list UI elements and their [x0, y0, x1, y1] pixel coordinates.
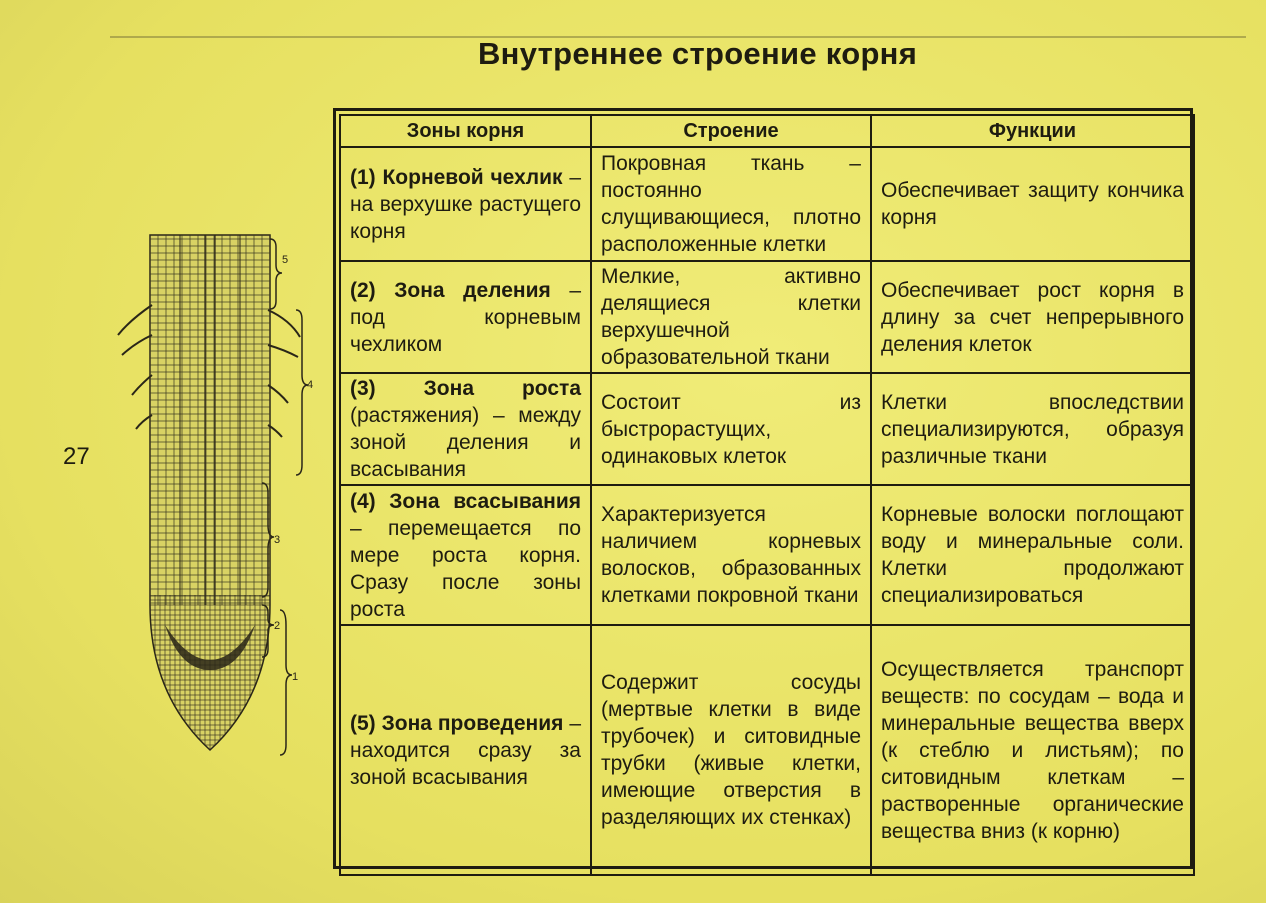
header-zones: Зоны корня	[340, 115, 591, 147]
structure-cell: Содержит сосуды (мертвые клетки в виде трубочек) и ситовидные трубки (живые клетки, имеющие отверстия в разделяющих их стенках)	[591, 625, 871, 875]
function-cell: Обеспечивает защиту кончика корня	[871, 147, 1194, 261]
table-header-row	[340, 115, 1194, 147]
zone-cell	[340, 147, 591, 261]
header-structure: Строение	[591, 115, 871, 147]
structure-cell: Состоит из быстрорастущих, одинаковых клеток	[591, 373, 871, 485]
label-3: 3	[274, 534, 281, 546]
root-zones-table	[333, 108, 1193, 869]
structure-cell: Покровная ткань – постоянно слущивающиеся, плотно расположенные клетки	[591, 147, 871, 261]
label-4: 4	[307, 379, 314, 391]
table-row	[340, 147, 1194, 261]
zone-name: (2) Зона деления	[350, 278, 551, 302]
label-5: 5	[282, 254, 289, 266]
root-structure-diagram	[110, 225, 314, 765]
zone-description: (растяжения) – между зоной деления и всасывания	[350, 404, 581, 481]
root-body	[150, 235, 270, 755]
zone-name: (4) Зона всасывания	[350, 489, 581, 513]
table-row	[340, 261, 1194, 373]
function-cell: Обеспечивает рост корня в длину за счет непрерывного деления клеток	[871, 261, 1194, 373]
page-number: 27	[63, 443, 90, 470]
zone-cell	[340, 261, 591, 373]
zone-description: – под корневым чехликом	[350, 278, 581, 356]
table-row	[340, 373, 1194, 485]
function-cell: Клетки впоследствии специализируются, образуя различные ткани	[871, 373, 1194, 485]
zone-description: – на верхушке растущего корня	[350, 165, 581, 243]
header-functions: Функции	[871, 115, 1194, 147]
label-2: 2	[274, 620, 281, 632]
table-row	[340, 625, 1194, 875]
zone-cell	[340, 373, 591, 485]
function-cell: Корневые волоски поглощают воду и минеральные соли. Клетки продолжают специализироваться	[871, 485, 1194, 625]
label-1: 1	[292, 671, 299, 683]
zone-description: – находится сразу за зоной всасывания	[350, 711, 581, 789]
page-title: Внутреннее строение корня	[478, 36, 918, 71]
structure-cell: Мелкие, активно делящиеся клетки верхушечной образовательной ткани	[591, 261, 871, 373]
structure-cell: Характеризуется наличием корневых волосков, образованных клетками покровной ткани	[591, 485, 871, 625]
zone-description: – перемещается по мере роста корня. Сразу после зоны роста	[350, 516, 581, 621]
zone-cell	[340, 625, 591, 875]
table-row	[340, 485, 1194, 625]
zone-name: (5) Зона проведения	[350, 711, 564, 735]
function-cell: Осуществляется транспорт веществ: по сосудам – вода и минеральные вещества вверх (к стеблю и листьям); по ситовидным клеткам – растворенные органические вещества вниз (к корню)	[871, 625, 1194, 875]
zone-cell	[340, 485, 591, 625]
zone-name: (1) Корневой чехлик	[350, 165, 563, 189]
zone-name: (3) Зона роста	[350, 377, 581, 400]
